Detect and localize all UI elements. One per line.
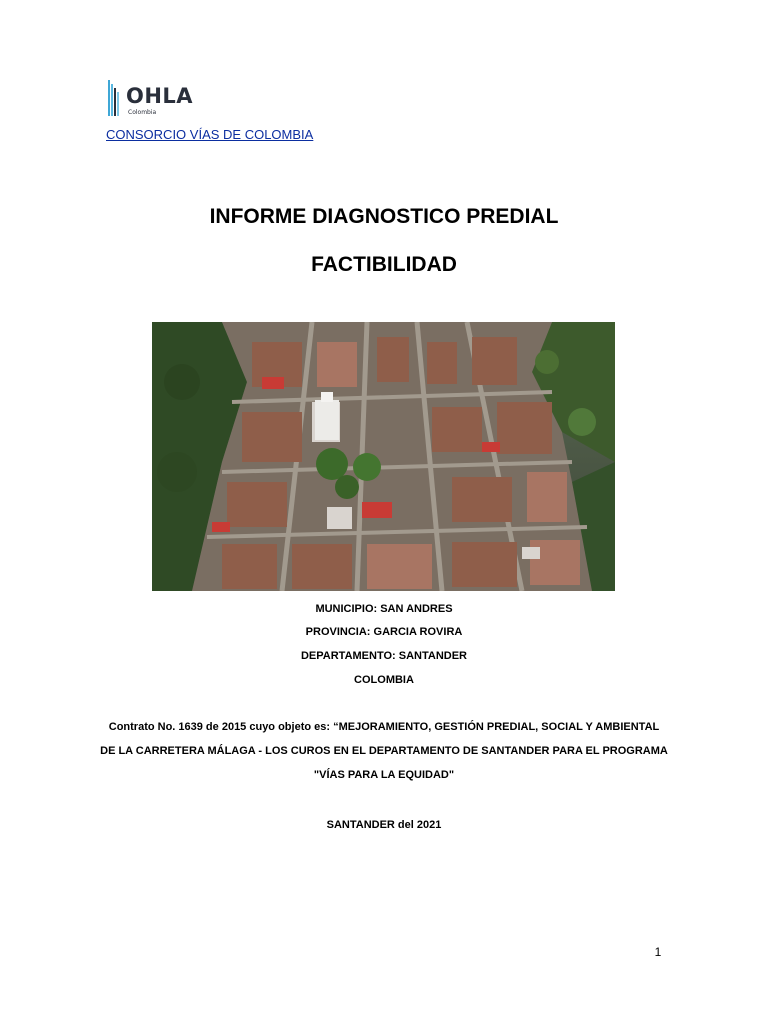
ohla-logo-mark-icon xyxy=(106,78,124,118)
place-date: SANTANDER del 2021 xyxy=(326,819,442,831)
contract-line-2: DE LA CARRETERA MÁLAGA - LOS CUROS EN EL DEPARTAMENTO DE SANTANDER PARA EL PROGRAMA xyxy=(100,745,668,757)
departamento-line: DEPARTAMENTO: SANTANDER xyxy=(300,650,467,662)
consortium-link[interactable]: CONSORCIO VÍAS DE COLOMBIA xyxy=(106,127,314,142)
contract-line-3: "VÍAS PARA LA EQUIDAD" xyxy=(313,769,455,781)
municipio-line: MUNICIPIO: SAN ANDRES xyxy=(315,603,453,615)
ohla-logo xyxy=(106,78,206,122)
document-title: INFORME DIAGNOSTICO PREDIAL xyxy=(209,205,559,228)
provincia-line: PROVINCIA: GARCIA ROVIRA xyxy=(305,626,463,638)
country-line: COLOMBIA xyxy=(354,674,414,686)
page-number: 1 xyxy=(654,945,662,959)
logo-subtext: Colombia xyxy=(128,109,157,116)
aerial-town-photo xyxy=(152,322,615,591)
logo-wordmark: OHLA xyxy=(126,84,194,108)
contract-line-1: Contrato No. 1639 de 2015 cuyo objeto es: “MEJORAMIENTO, GESTIÓN PREDIAL, SOCIAL Y AMBIENTAL xyxy=(108,721,660,733)
document-subtitle: FACTIBILIDAD xyxy=(311,253,457,276)
